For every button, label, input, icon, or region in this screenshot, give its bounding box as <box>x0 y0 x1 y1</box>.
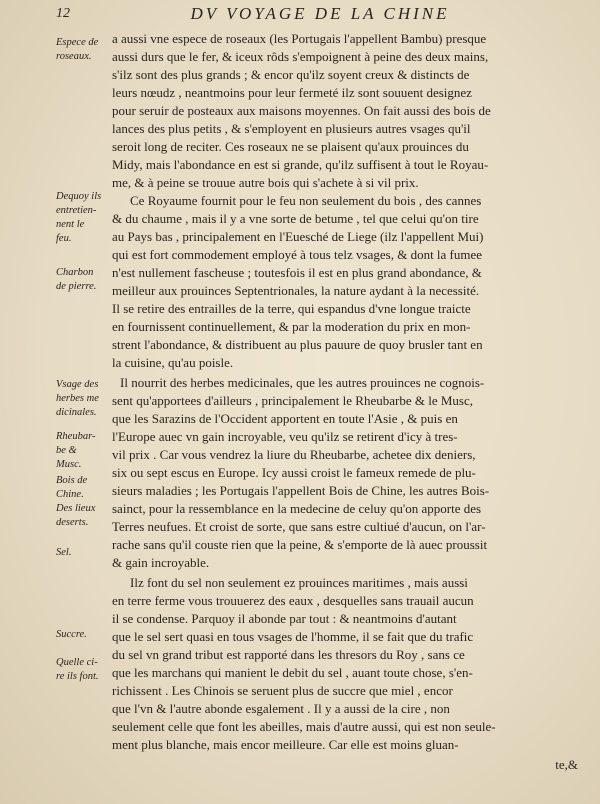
margin-note: Quelle ci- re ils font. <box>56 657 99 682</box>
text-line: lances des plus petits , & s'employent en plusieurs autres vsages qu'il <box>112 121 471 136</box>
text-line: Ilz font du sel non seulement ez prouinces maritimes , mais aussi <box>130 575 468 590</box>
text-line: rache sans qu'il couste rien que la peine, & s'emporte de là auec proussit <box>112 537 488 552</box>
text-line: six ou sept escus en Europe. Icy aussi croist le fameux remede de plu- <box>112 465 476 480</box>
running-title: DV VOYAGE DE LA CHINE <box>190 4 450 23</box>
text-line: il se condense. Parquoy il abonde par tout : & neantmoins d'autant <box>112 611 457 626</box>
margin-note: Rheubar- be & Musc. <box>56 431 96 470</box>
text-line: Midy, mais l'abondance en est si grande, qu'ilz suffisent à tout le Royau- <box>112 157 489 172</box>
text-line: du sel vn grand tribut est rapporté dans les thresors du Roy , sans ce <box>112 647 465 662</box>
page-header <box>0 4 600 26</box>
text-line: & du chaume , mais il y a vne sorte de betume , tel que celui qu'on tire <box>112 211 479 226</box>
text-line: Il se retire des entrailles de la terre, qui espandus d'vne longue traicte <box>112 301 471 316</box>
text-line: sieurs maladies ; les Portugais l'appellent Bois de Chine, les autres Bois- <box>112 483 490 498</box>
text-line: leurs nœudz , neantmoins pour leur fermeté ilz sont souuent designez <box>112 85 472 100</box>
text-line: la cuisine, qu'au poisle. <box>112 355 234 370</box>
margin-note: Sel. <box>56 547 72 558</box>
text-line: sent qu'apportees d'ailleurs , principalement le Rheubarbe & le Musc, <box>112 393 473 408</box>
text-line: seulement celle que font les abeilles, mais d'autre aussi, qui est non seule- <box>112 719 496 734</box>
text-line: ment plus blanche, mais encor meilleure. Car elle est moins gluan- <box>112 737 459 752</box>
text-line: aussi durs que le fer, & iceux rôds s'empoignent à peine des deux mains, <box>112 49 489 64</box>
text-line: & gain incroyable. <box>112 555 210 570</box>
text-line: me, & à peine se trouue autre bois qui s'achete à si vil prix. <box>112 175 419 190</box>
margin-note: Vsage des herbes me dicinales. <box>56 379 99 418</box>
text-line: que le sel sert quasi en tous vsages de l'homme, il se fait que du trafic <box>112 629 474 644</box>
margin-note: Des lieux deserts. <box>56 503 96 528</box>
text-line: a aussi vne espece de roseaux (les Portugais l'appellent Bambu) presque <box>112 31 487 46</box>
text-line: Ce Royaume fournit pour le feu non seulement du bois , des cannes <box>130 193 482 208</box>
text-line: richissent . Les Chinois se seruent plus de succre que miel , encor <box>112 683 453 698</box>
text-line: au Pays bas , principalement en l'Euesché de Liege (ilz l'appellent Mui) <box>112 229 484 244</box>
page-number: 12 <box>56 6 70 21</box>
text-line: pour seruir de posteaux aux maisons moyennes. On fait aussi des bois de <box>112 103 491 118</box>
text-line: que l'vn & l'autre abonde esgalement . Il y a aussi de la cire , non <box>112 701 450 716</box>
text-line: en terre ferme vous trouuerez des eaux , desquelles sans trauail aucun <box>112 593 474 608</box>
text-line: n'est nullement fascheuse ; toutesfois il est en plus grand abondance, & <box>112 265 482 280</box>
text-line: en fournissent continuellement, & par la moderation du prix en mon- <box>112 319 471 334</box>
text-line: l'Europe auec vn gain incroyable, veu qu'ilz se retirent d'icy à tres- <box>112 429 458 444</box>
text-line: s'ilz sont des plus grands ; & encor qu'ilz soyent creux & distincts de <box>112 67 470 82</box>
margin-note: Dequoy ils entretien- nent le feu. <box>56 191 102 244</box>
text-line: Terres neufues. Et croist de sorte, que sans estre cultiué d'aucun, on l'ar- <box>112 519 486 534</box>
text-line: qui est fort commodement employé à tous telz vsages, & dont la fumee <box>112 247 483 262</box>
margin-note: Bois de Chine. <box>56 475 88 500</box>
text-line: strent l'abondance, & distribuent au plus pauure de quoy brusler tant en <box>112 337 483 352</box>
text-line: vil prix . Car vous vendrez la liure du Rheubarbe, achetee dix deniers, <box>112 447 476 462</box>
margin-note: Succre. <box>56 629 87 640</box>
text-line: Il nourrit des herbes medicinales, que les autres prouinces ne cognois- <box>120 375 485 390</box>
text-line: seroit long de reciter. Ces roseaux ne se plaisent qu'aux prouinces du <box>112 139 469 154</box>
margin-note: Charbon de pierre. <box>56 267 97 292</box>
text-line: meilleur aux prouinces Septentrionales, la nature aydant à la necessité. <box>112 283 480 298</box>
text-line: te,& <box>555 757 578 772</box>
text-line: que les marchans qui manient le debit du sel , auant toute chose, s'en- <box>112 665 473 680</box>
text-line: sainct, pour la ressemblance en la medecine de celuy qu'on apporte des <box>112 501 482 516</box>
margin-note: Espece de roseaux. <box>56 37 99 62</box>
text-line: que les Sarazins de l'Occident apportent en toute l'Asie , & puis en <box>112 411 458 426</box>
